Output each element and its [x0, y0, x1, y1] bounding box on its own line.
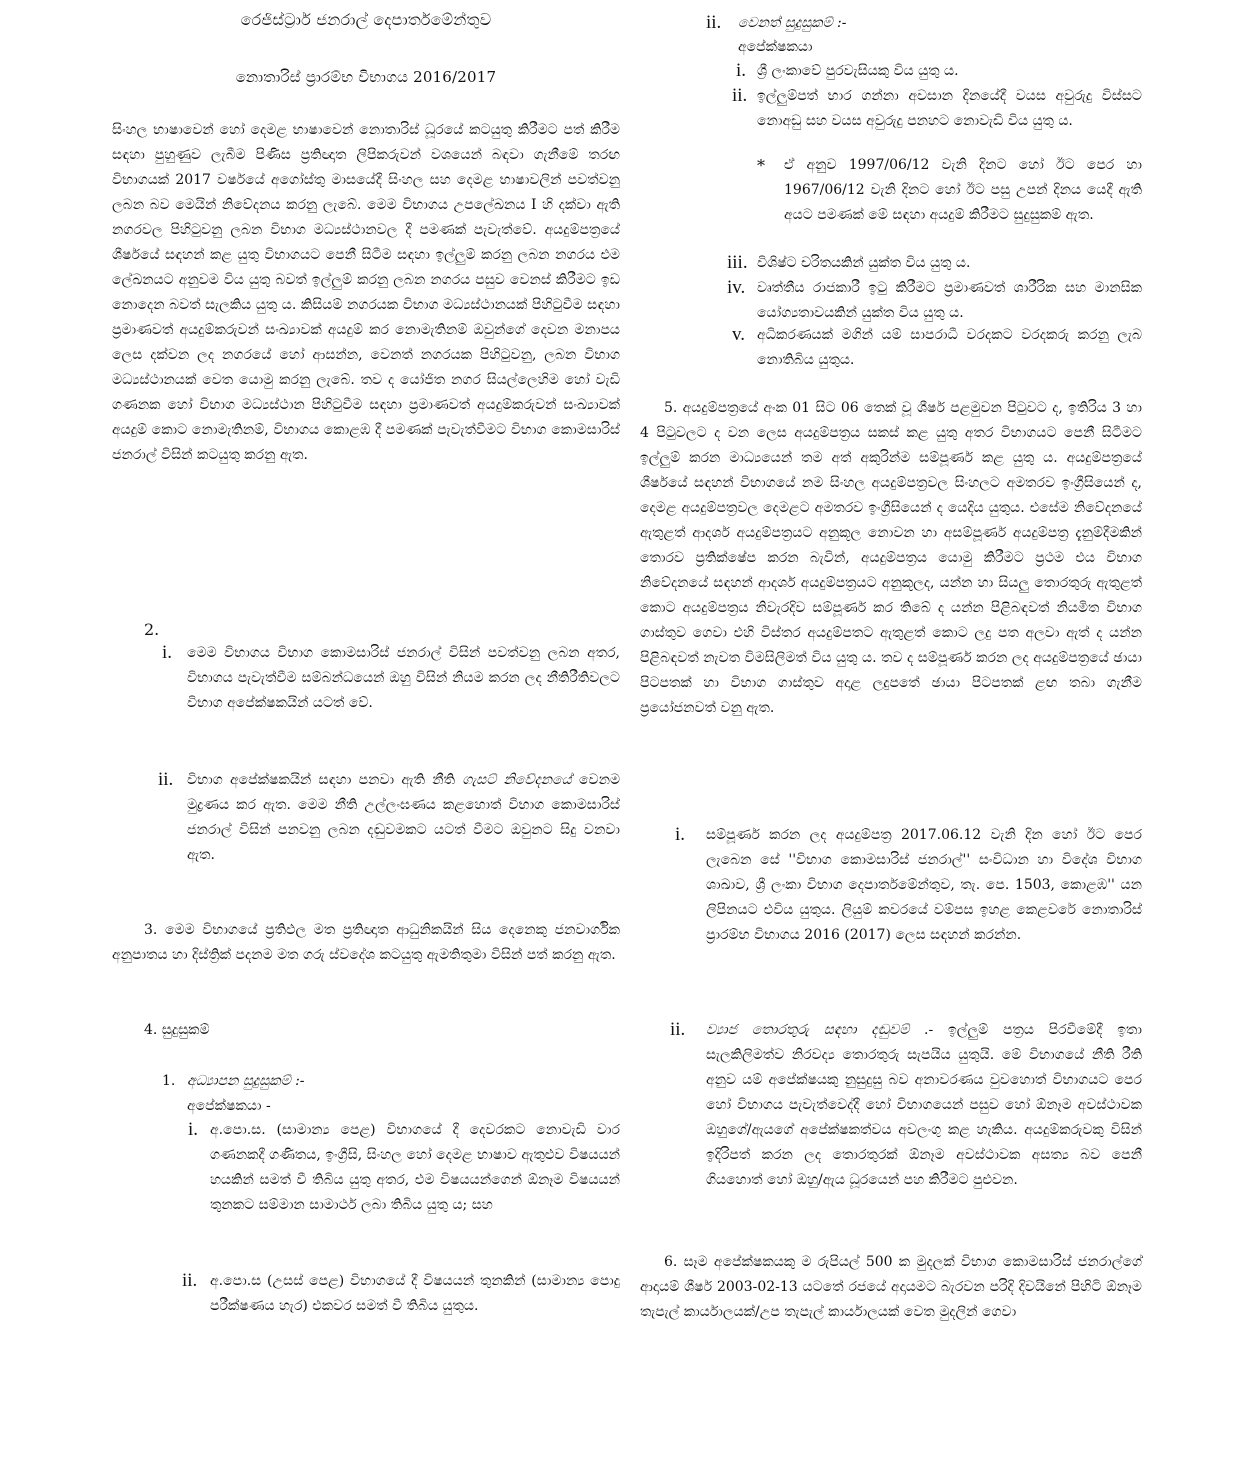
section-6-paragraph: 6. සෑම අපේක්ෂකයකු ම රුපියල් 500 ක මුදලක් විභාග කොමසාරිස් ජනරාල්ගේ ආදායම් ශීර්ෂ 2003-02-13 යටතේ රජයේ අදායමට බැරවන පරිදි දිවයිනේ පිහිටි ඕනෑම තැපැල් කාර්යාලයක්/උප තැපැල් කාර්යාලයක් වෙත මුදලින් ගෙවා — [640, 1254, 1142, 1320]
other-v-number: v. — [732, 324, 746, 345]
edu-i-number: i. — [188, 1119, 199, 1140]
other-iv-number: iv. — [727, 277, 746, 298]
other-iii-text: විශිෂ්ට චරිතයකින් යුක්ත විය යුතු ය. — [757, 255, 971, 271]
other-star-mark: * — [757, 156, 765, 175]
other-v-text: අධිකරණයක් මගින් යම් සාපරාධී වරදකට වරදකරු කරනු ලැබ නොතිබිය යුතුය. — [757, 327, 1142, 368]
section-5-i-text: සම්පූර්ණ කරන ලද අයදුම්පත්‍ර 2017.06.12 වැනි දින හෝ ඊට පෙර ලැබෙන සේ ''විභාග කොමසාරිස් ජනරාල්'' සංවිධාන හා විදේශ විභාග ශාඛාව, ශ්‍රී ලංකා විභාග දෙපාර්තමේන්තුව, තැ. පෙ. 1503, කොළඹ'' යන ලිපිනයට එවිය යුතුය. ලියුම් කවරයේ වම්පස ඉහළ කෙළවරේ නොතාරිස් ප්‍රාරම්භ විභාගය 2016 (2017) ලෙස සඳහන් කරන්න. — [706, 827, 1142, 943]
section-2-i-text: මෙම විභාගය විභාග කොමසාරිස් ජනරාල් විසින් පවත්වනු ලබන අතර, විභාගය පැවැත්වීම සම්බන්ධයෙන් ඔහු විසින් නියම කරන ලද නීතිරීතිවලට විභාග අපේක්ෂකයින් යටත් වේ. — [187, 645, 620, 711]
other-label: අපේක්ෂකයා — [738, 39, 813, 55]
other-i-text: ශ්‍රී ලංකාවේ පුරවැසියකු විය යුතු ය. — [757, 63, 959, 79]
edu-title: අධ්‍යාපන සුදුසුකම් :- — [187, 1073, 305, 1089]
section-2-ii-number: ii. — [158, 769, 174, 790]
section-2-ii-italic: ගැසට් නිවේදනයේ — [462, 772, 572, 788]
other-number: ii. — [706, 12, 722, 33]
edu-i-text: අ.පො.ස. (සාමාන්‍ය පෙළ) විභාගයේ දී දෙවරකට නොවැඩි වාර ගණනකදී ගණිතය, ඉංග්‍රීසි, සිංහල හෝ දෙමළ භාෂාව ඇතුළුව විෂයයන් හයකින් සමත් වී තිබිය යුතු අතර, එම විෂයයන්ගෙන් ඕනෑම විෂයයන් තුනකට සම්මාන සාමාර්ථ ලබා තිබිය යුතු ය; සහ — [210, 1122, 620, 1213]
intro-paragraph: සිංහල භාෂාවෙන් හෝ දෙමළ භාෂාවෙන් නොතාරිස් ධූරයේ කටයුතු කිරීමට පත් කිරීම සඳහා පුහුණුව ලැබීම පිණිස ප්‍රතිඥාත ලිපිකරුවන් වශයෙන් බඳවා ගැනීමේ තරඟ විභාගයක් 2017 වර්ෂයේ අගෝස්තු මාසයේදී සිංහල සහ දෙමළ භාෂාවලින් පවත්වනු ලබන බව මෙයින් නිවේදනය කරනු ලැබේ. මෙම විභාගය උපලේඛනය I හි දක්වා ඇති නගරවල පිහිටුවනු ලබන විභාග මධ්‍යස්ථානවල දී පමණක් පැවැත්වේ. අයදුම්පත්‍රයේ ශීර්ෂයේ සඳහන් කළ යුතු විභාගයට පෙනී සිටීම සඳහා ඉල්ලුම් කරනු ලබන නගරය එම ලේඛනයට අනුවම විය යුතු බවත් ඉල්ලුම් කරනු ලබන නගරය පසුව වෙනස් කිරීමට ඉඩ නොදෙන බවත් සැලකිය යුතු ය. කිසියම් නගරයක විභාග මධ්‍යස්ථානයක් පිහිටුවීම සඳහා ප්‍රමාණවත් අයදුම්කරුවන් සංඛ්‍යාවක් අයදුම් කර නොමැතිනම් ඔවුන්ගේ දෙවන මනාපය ලෙස දක්වන ලද නගරයේ හෝ ආසන්න, වෙනත් නගරයක පිහිටුවනු, ලබන විභාග මධ්‍යස්ථානයක් වෙත යොමු කරනු ලැබේ. තව ද යෝජිත නගර සියල්ලෙහිම හෝ වැඩි ගණනක හෝ විභාග මධ්‍යස්ථාන පිහිටුවීම සඳහා ප්‍රමාණවත් අයදුම්කරුවන් සංඛ්‍යාවක් අයදුම් කොට නොමැතිනම්, විභාගය කොළඹ දී පමණක් පැවැත්වීමට විභාග කොමසාරිස් ජනරාල් විසින් කටයුතු කරනු ඇත. — [112, 122, 620, 463]
section-4-heading: 4. සුදුසුකම් — [144, 1022, 210, 1038]
section-5-ii-italic: ව්‍යාජ තොරතුරු සඳහා දඬුවම් — [706, 1022, 910, 1038]
section-5-ii-post: .- ඉල්ලුම් පත්‍රය පිරවීමේදී ඉතා සැලකිලිමත්ව නිරවද්‍ය තොරතුරු සැපයිය යුතුයි. මේ විභාගයේ නීති රීති අනුව යම් අපේක්ෂයකු නුසුදුසු බව අනාවරණය වුවහොත් විභාගයට පෙර හෝ විභාගය පැවැත්වෙද්දී හෝ විභාගයෙන් පසුව හෝ ඕනෑම අවස්ථාවක ඔහුගේ/ඇයගේ අපේක්ෂකත්වය අවලංගු කළ හැකිය. අයදුම්කරුවකු විසින් ඉදිරිපත් කරන ලද තොරතුරක් ඕනෑම අවස්ථාවක අසත්‍ය බව පෙනී ගියහොත් හෝ ඔහු/ඇය ධූරයෙන් පහ කිරීමට පුළුවන. — [706, 1022, 1142, 1188]
other-i-number: i. — [736, 60, 747, 81]
other-ii-number: ii. — [732, 85, 748, 106]
other-iv-text: වෘත්තීය රාජකාරී ඉටු කිරීමට ප්‍රමාණවත් ශාරීරික සහ මානසික යෝග්‍යතාවයකින් යුක්ත විය යුතු ය. — [757, 280, 1142, 321]
section-5-i-number: i. — [675, 824, 686, 845]
edu-ii-text: අ.පො.ස (උසස් පෙළ) විභාගයේ දී විෂයයන් තුනකින් (සාමාන්‍ය පොදු පරීක්ෂණය හැර) එකවර සමත් වී තිබිය යුතුය. — [210, 1273, 620, 1314]
section-5-ii-text — [706, 1018, 1142, 1193]
other-title: වෙනත් සුදුසුකම් :- — [738, 15, 847, 31]
edu-ii-number: ii. — [182, 1270, 198, 1291]
edu-label: අපේක්ෂකයා - — [187, 1098, 271, 1114]
section-2-ii-text — [187, 768, 620, 868]
section-5-ii-number: ii. — [670, 1019, 686, 1040]
section-2-i-number: i. — [162, 642, 173, 663]
section-3-paragraph: 3. මෙම විභාගයේ ප්‍රතිඵල මත ප්‍රතිඥාත ආධුනිකයින් සිය දෙනෙකු ජනවාර්ගික අනුපාතය හා දිස්ත්‍රික් පදනම මත ගරු ස්වදේශ කටයුතු ඇමතිතුමා විසින් පත් කරනු ඇත. — [112, 922, 620, 963]
other-star-text: ඒ අනුව 1997/06/12 වැනි දිනට හෝ ඊට පෙර හා 1967/06/12 වැනි දිනට හෝ ඊට පසු උපන් දිනය යෙදී ඇති අයට පමණක් මේ සඳහා අයදුම් කිරීමට සුදුසුකම් ඇත. — [784, 157, 1142, 223]
section-5-paragraph: 5. අයදුම්පත්‍රයේ අංක 01 සිට 06 තෙක් වූ ශීර්ෂ පළමුවන පිටුවට ද, ඉතිරිය 3 හා 4 පිටුවලට ද වන ලෙස අයදුම්පත්‍රය සකස් කළ යුතු අතර විභාගයට පෙනී සිටීමට ඉල්ලුම් කරන මාධ්‍යයෙන් තම අත් අකුරින්ම සම්පූර්ණ කළ යුතු ය. අයදුම්පත්‍රයේ ශීර්ෂයේ සඳහන් විභාගයේ නම සිංහල අයදුම්පත්‍රවල සිංහලට අමතරව ඉංග්‍රීසියෙන් ද, දෙමළ අයදුම්පත්‍රවල දෙමළට අමතරව ඉංග්‍රීසියෙන් ද යෙදිය යුතුය. එසේම නිවේදනයේ ඇතුළත් ආදර්ශ අයදුම්පත්‍රයට අනුකූල නොවන හා අසම්පූර්ණ අයදුම්පත්‍ර දැනුම්දීමකින් තොරව ප්‍රතික්ෂේප කරන බැවින්, අයදුම්පත්‍රය යොමු කිරීමට ප්‍රථම එය විභාග නිවේදනයේ සඳහන් ආදර්ශ අයදුම්පත්‍රයට අනුකූලද, යන්න හා සියලු තොරතුරු ඇතුළත් කොට අයදුම්පත්‍රය නිවැරදිව සම්පූර්ණ කර තිබේ ද යන්න පිළිබඳවත් නියමිත විභාග ගාස්තුව ගෙවා එහි විස්තර අයදුම්පතට ඇතුළත් කොට ලදු පත අලවා ඇත් ද යන්න පිළිබඳවත් නැවත විමසිලිමත් විය යුතු ය. තව ද සම්පූර්ණ කරන ලද අයදුම්පත්‍රයේ ඡායා පිටපතක් හා විභාග ගාස්තුව අදාළ ලදුපතේ ඡායා පිටපතක් ළඟ තබා ගැනීම ප්‍රයෝජනවත් වනු ඇත. — [640, 400, 1142, 716]
page-title: රෙජිස්ට්‍රාර් ජනරාල් දෙපාර්තමේන්තුව — [240, 10, 492, 29]
page-subtitle: නොතාරිස් ප්‍රාරම්භ විභාගය 2016/2017 — [235, 68, 497, 86]
section-2-number: 2. — [144, 620, 160, 639]
edu-number: 1. — [162, 1073, 176, 1089]
section-2-ii-post: වෙනම මුද්‍රණය කර ඇත. මෙම නීති උල්ලංඝණය කළහොත් විභාග කොමසාරිස් ජනරාල් විසින් පනවනු ලබන දඬුවමකට යටත් වීමට ඔවුනට සිදු වනවා ඇත. — [187, 772, 621, 863]
other-iii-number: iii. — [727, 252, 748, 273]
other-ii-text: ඉල්ලුම්පත් භාර ගන්නා අවසාන දිනයේදී වයස අවුරුදු විස්සට නොඅඩු සහ වයස අවුරුදු පනහට නොවැඩි විය යුතු ය. — [757, 88, 1142, 129]
section-2-ii-pre: විභාග අපේක්ෂකයින් සඳහා පනවා ඇති නීති — [187, 772, 463, 788]
